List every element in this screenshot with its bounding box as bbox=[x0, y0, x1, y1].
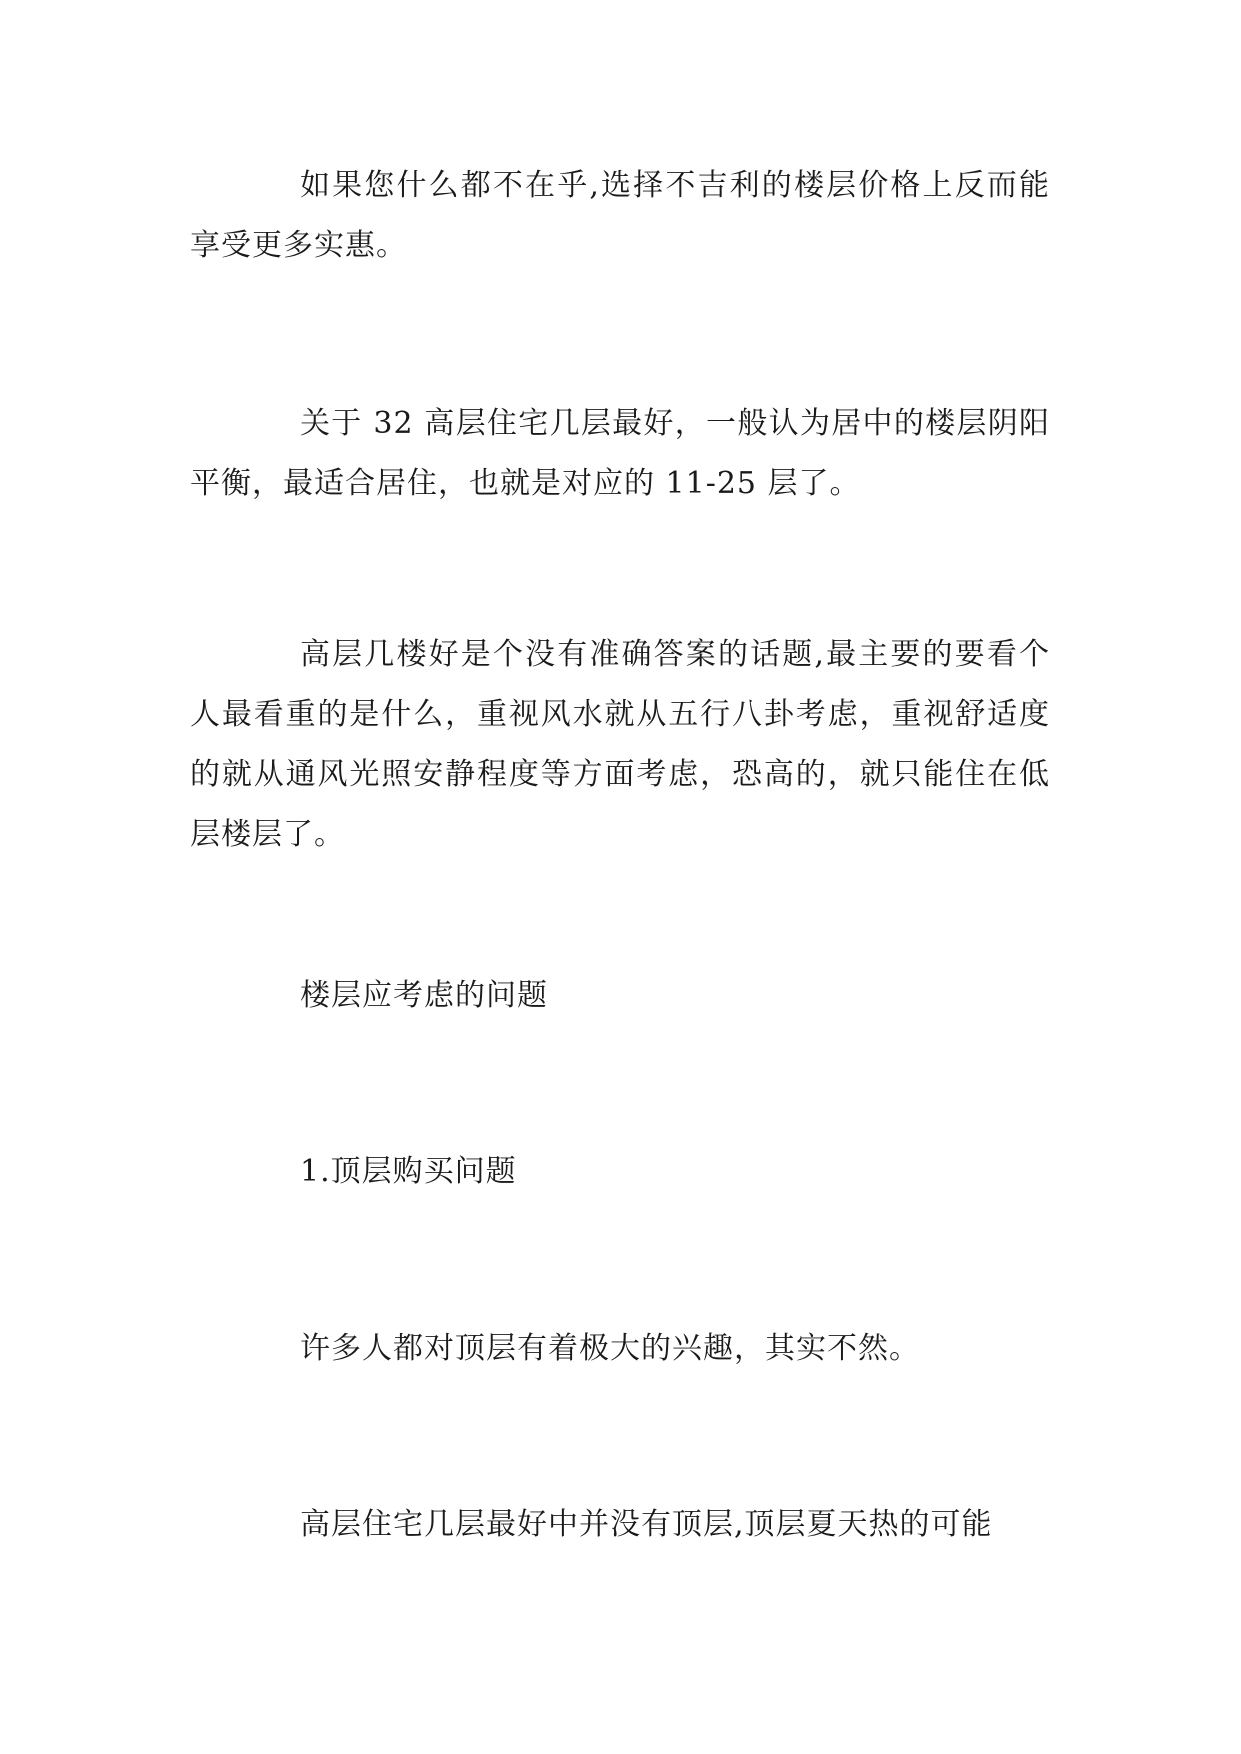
paragraph-top-floor-interest: 许多人都对顶层有着极大的兴趣，其实不然。 bbox=[300, 1331, 920, 1366]
paragraph-best-floor-32-storey: 关于 32 高层住宅几层最好，一般认为居中的楼层阴阳平衡，最适合居住，也就是对应的 11-25 层了。 bbox=[190, 406, 1050, 501]
paragraph-no-exact-answer: 高层几楼好是个没有准确答案的话题,最主要的要看个人最看重的是什么，重视风水就从五行八卦考虑，重视舒适度的就从通风光照安静程度等方面考虑，恐高的，就只能住在低层楼层了。 bbox=[190, 637, 1050, 852]
subheading-top-floor-purchase: 1.顶层购买问题 bbox=[300, 1154, 517, 1189]
paragraph-unlucky-floor-savings: 如果您什么都不在乎,选择不吉利的楼层价格上反而能享受更多实惠。 bbox=[190, 168, 1050, 263]
section-heading-floor-considerations: 楼层应考虑的问题 bbox=[300, 978, 548, 1013]
paragraph-top-floor-summer-heat: 高层住宅几层最好中并没有顶层,顶层夏天热的可能 bbox=[300, 1507, 993, 1542]
